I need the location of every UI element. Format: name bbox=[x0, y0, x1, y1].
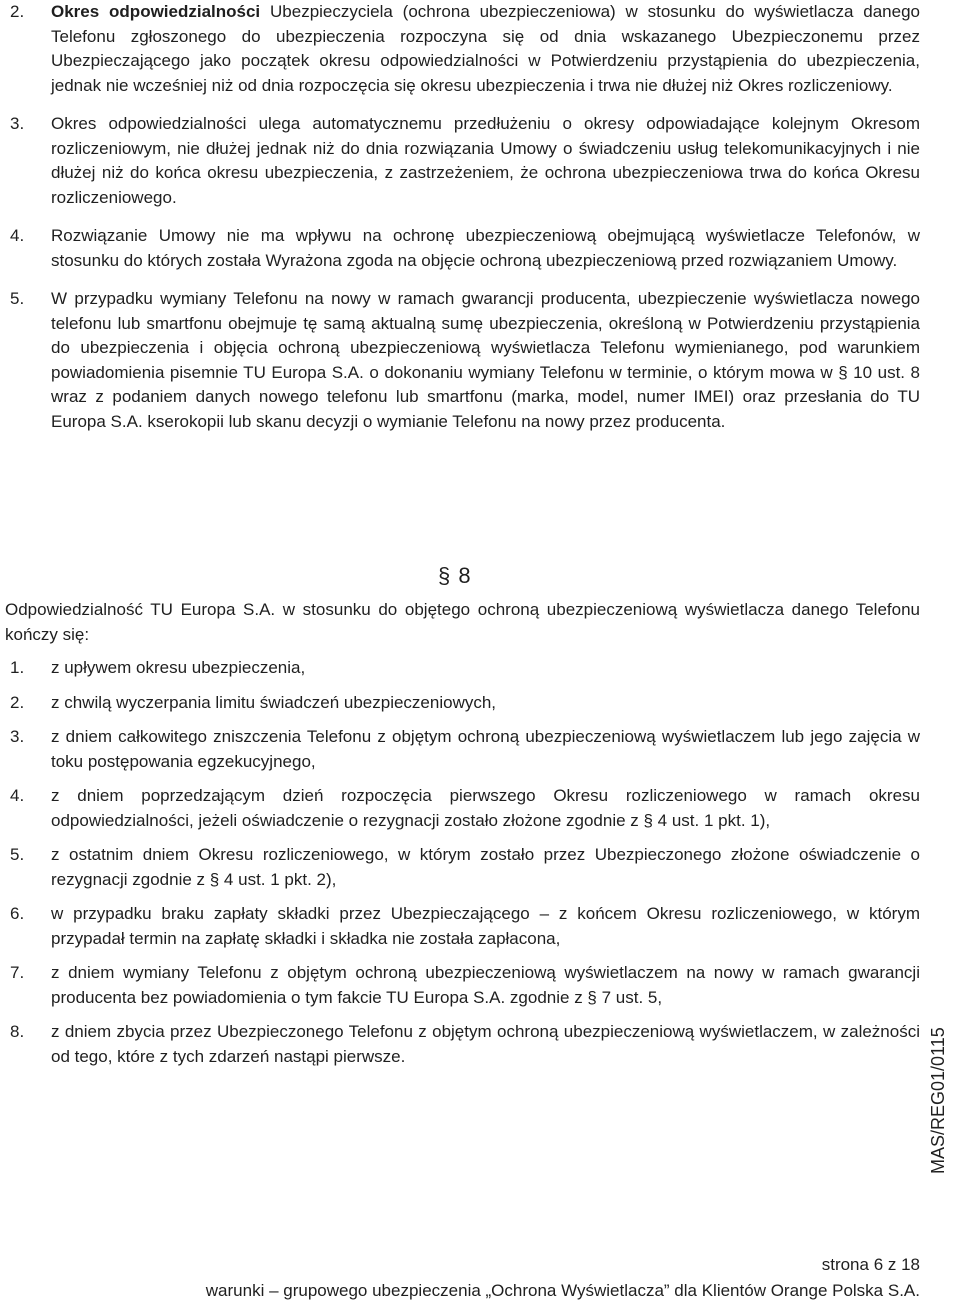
section-intro: Odpowiedzialność TU Europa S.A. w stosunku do objętego ochroną ubezpieczeniową wyświetlacza danego Telefonu kończy się: bbox=[5, 600, 920, 644]
list-item bbox=[10, 843, 920, 892]
clause-item bbox=[10, 0, 920, 98]
list-item-text: z dniem wymiany Telefonu z objętym ochroną ubezpieczeniową wyświetlaczem na nowy w ramach gwarancji producenta bez powiadomienia o tym fakcie TU Europa S.A. zgodnie z § 7 ust. 5, bbox=[51, 963, 920, 1007]
clause-number: 2. bbox=[10, 2, 25, 21]
list-item-number: 4. bbox=[10, 786, 25, 805]
list-item-text: z dniem całkowitego zniszczenia Telefonu z objętym ochroną ubezpieczeniową wyświetlaczem lub jego zajęcia w toku postępowania egzekucyjnego, bbox=[51, 727, 920, 771]
clause-bold-term: Okres odpowiedzialności bbox=[51, 2, 261, 21]
list-item bbox=[10, 1020, 920, 1069]
document-code: MAS/REG01/0115 bbox=[928, 1027, 948, 1174]
list-item-text: z dniem poprzedzającym dzień rozpoczęcia pierwszego Okresu rozliczeniowego w ramach okresu odpowiedzialności, jeżeli oświadczenie o rezygnacji zostało złożone zgodnie z § 4 ust. 1 pkt. 1), bbox=[51, 786, 920, 830]
clause-number: 5. bbox=[10, 289, 25, 308]
list-item bbox=[10, 656, 920, 681]
clause-text: Ubezpieczyciela (ochrona ubezpieczeniowa) w stosunku do wyświetlacza danego Telefonu zgłoszonego do ubezpieczenia rozpoczyna się od dnia wskazanego Ubezpieczonemu przez Ubezpieczającego jako początek okresu odpowiedzialności w Potwierdzeniu przystąpienia do ubezpieczenia, jednak nie wcześniej niż od dnia rozpoczęcia się okresu ubezpieczenia i trwa nie dłużej niż Okres rozliczeniowy. bbox=[51, 2, 920, 95]
clause-item bbox=[10, 112, 920, 210]
termination-list bbox=[10, 656, 920, 1079]
section-heading: § 8 bbox=[438, 563, 472, 588]
list-item-text: z chwilą wyczerpania limitu świadczeń ubezpieczeniowych, bbox=[51, 692, 497, 712]
list-item bbox=[10, 725, 920, 774]
list-item-text: z dniem zbycia przez Ubezpieczonego Telefonu z objętym ochroną ubezpieczeniową wyświetlaczem, w zależności od tego, które z tych zdarzeń nastąpi pierwsze. bbox=[51, 1022, 920, 1066]
clause-item bbox=[10, 287, 920, 434]
list-item-text: z upływem okresu ubezpieczenia, bbox=[51, 658, 306, 677]
top-clause-list bbox=[10, 0, 920, 448]
list-item bbox=[10, 691, 920, 716]
list-item bbox=[10, 902, 920, 951]
clause-number: 4. bbox=[10, 226, 25, 245]
list-item-number: 7. bbox=[10, 963, 25, 982]
list-item-number: 2. bbox=[10, 692, 25, 712]
list-item-text: z ostatnim dniem Okresu rozliczeniowego, w którym zostało przez Ubezpieczonego złożone oświadczenie o rezygnacji zgodnie z § 4 ust. 1 pkt. 2), bbox=[51, 845, 920, 889]
list-item bbox=[10, 784, 920, 833]
list-item-number: 8. bbox=[10, 1022, 25, 1041]
clause-number: 3. bbox=[10, 114, 25, 133]
list-item-number: 5. bbox=[10, 845, 25, 864]
list-item bbox=[10, 961, 920, 1010]
list-item-number: 1. bbox=[10, 658, 25, 677]
clause-text: Rozwiązanie Umowy nie ma wpływu na ochronę ubezpieczeniową obejmującą wyświetlacze Telefonów, w stosunku do których została Wyrażona zgoda na objęcie ochroną ubezpieczeniową przed rozwiązaniem Umowy. bbox=[51, 226, 920, 270]
clause-text: W przypadku wymiany Telefonu na nowy w ramach gwarancji producenta, ubezpieczenie wyświetlacza nowego telefonu lub smartfonu obejmuje tę samą aktualną sumę ubezpieczenia, określoną w Potwierdzeniu przystąpienia do ubezpieczenia i objęcia ochroną ubezpieczeniową wyświetlacza Telefonu wymienianego, pod warunkiem powiadomienia pisemnie TU Europa S.A. o dokonaniu wymiany Telefonu w terminie, o którym mowa w § 10 ust. 8 wraz z podaniem danych nowego telefonu lub smartfonu (marka, model, numer IMEI) oraz przesłania do TU Europa S.A. kserokopii lub skanu decyzji o wymianie Telefonu na nowy przez producenta. bbox=[51, 289, 920, 431]
clause-item bbox=[10, 224, 920, 273]
footer-title: warunki – grupowego ubezpieczenia „Ochrona Wyświetlacza” dla Klientów Orange Polska S.A. bbox=[205, 1281, 920, 1300]
list-item-number: 3. bbox=[10, 727, 25, 746]
list-item-number: 6. bbox=[10, 904, 25, 923]
page-number: strona 6 z 18 bbox=[821, 1255, 920, 1274]
list-item-text: w przypadku braku zapłaty składki przez Ubezpieczającego – z końcem Okresu rozliczeniowego, w którym przypadał termin na zapłatę składki i składka nie została zapłacona, bbox=[51, 904, 920, 948]
clause-text: Okres odpowiedzialności ulega automatycznemu przedłużeniu o okresy odpowiadające kolejnym Okresom rozliczeniowym, nie dłużej jednak niż do dnia rozwiązania Umowy o świadczeniu usług telekomunikacyjnych i nie dłużej niż do końca okresu ubezpieczenia, z zastrzeżeniem, że ochrona ubezpieczeniowa trwa do końca Okresu rozliczeniowego. bbox=[51, 114, 920, 207]
